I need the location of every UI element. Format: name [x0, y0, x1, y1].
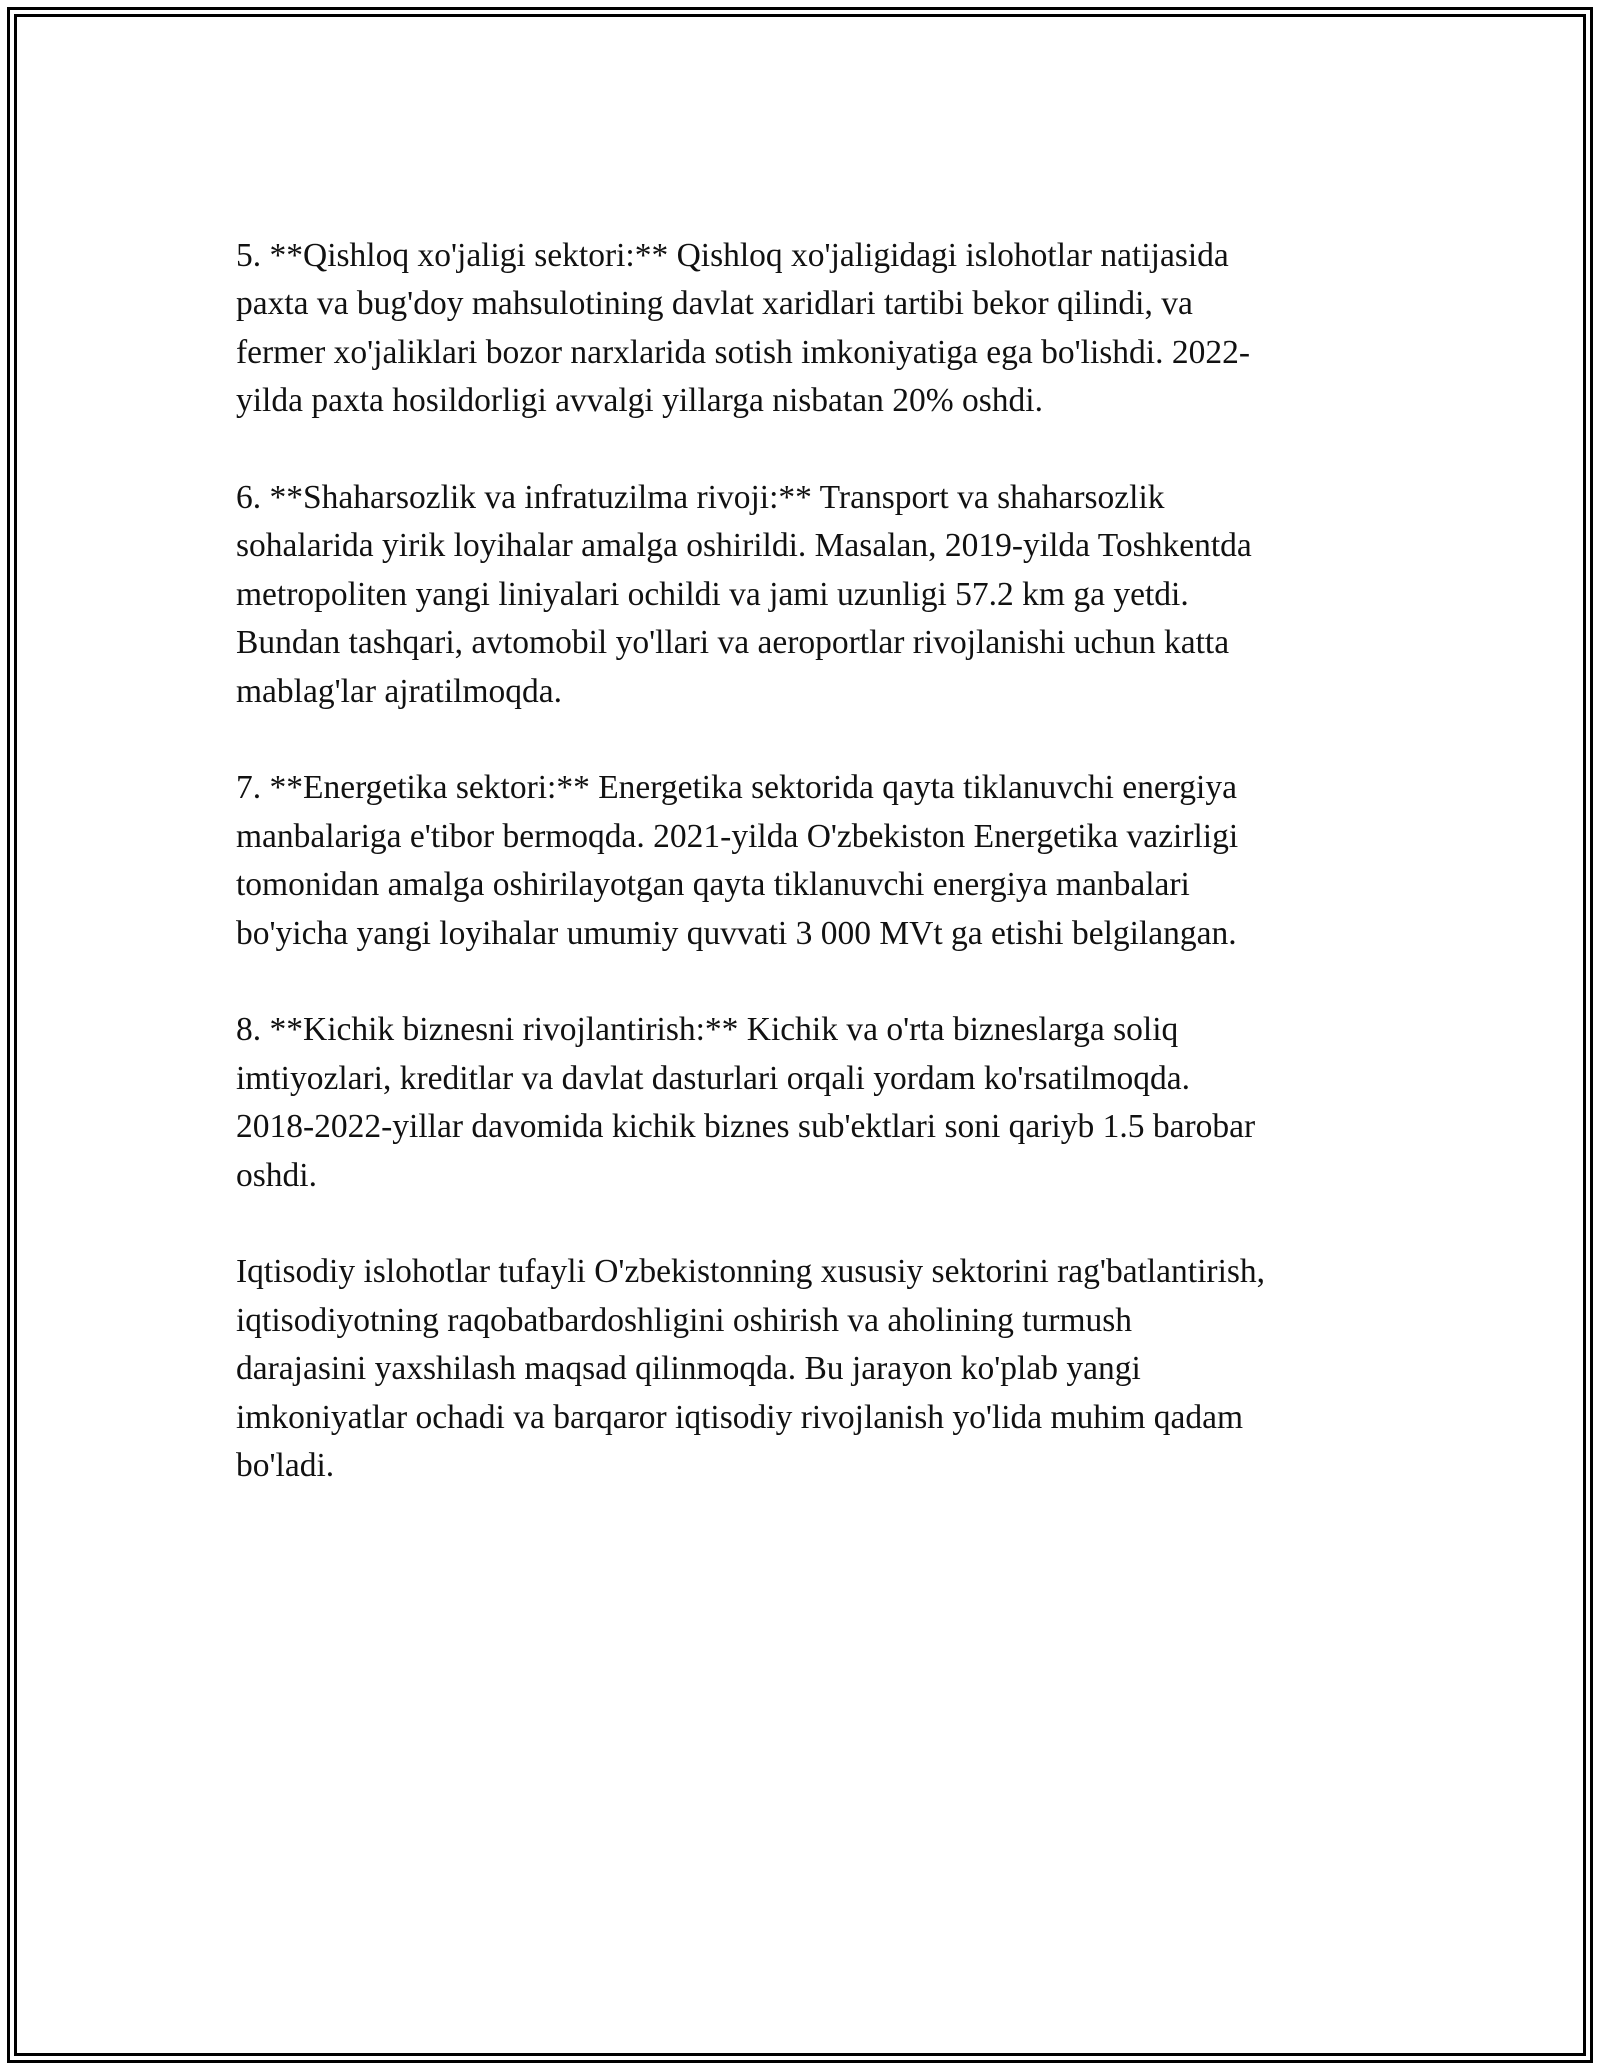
- paragraph-agriculture: 5. **Qishloq xo'jaligi sektori:** Qishloq xo'jaligidagi islohotlar natijasida paxta va bug'doy mahsulotining davlat xaridlari tartibi bekor qilindi, va fermer xo'jaliklari bozor narxlarida sotish imkoniyatiga ega bo'lishdi. 2022- yilda paxta hosildorligi avvalgi yillarga nisbatan 20% oshdi.: [236, 237, 1251, 420]
- document-body: [236, 232, 1366, 1539]
- paragraph-small-business: 8. **Kichik biznesni rivojlantirish:** Kichik va o'rta bizneslarga soliq imtiyozlari, kreditlar va davlat dasturlari orqali yordam ko'rsatilmoqda. 2018-2022-yillar davomida kichik biznes sub'ektlari soni qariyb 1.5 barobar oshdi.: [236, 1011, 1256, 1194]
- paragraph-energy: 7. **Energetika sektori:** Energetika sektorida qayta tiklanuvchi energiya manbalariga e'tibor bermoqda. 2021-yilda O'zbekiston Energetika vazirligi tomonidan amalga oshirilayotgan qayta tiklanuvchi energiya manbalari bo'yicha yangi loyihalar umumiy quvvati 3 000 MVt ga etishi belgilangan.: [236, 769, 1239, 952]
- paragraph-conclusion: Iqtisodiy islohotlar tufayli O'zbekistonning xususiy sektorini rag'batlantirish, iqtisodiyotning raqobatbardoshligini oshirish va aholining turmush darajasini yaxshilash maqsad qilinmoqda. Bu jarayon ko'plab yangi imkoniyatlar ochadi va barqaror iqtisodiy rivojlanish yo'lida muhim qadam bo'ladi.: [236, 1253, 1266, 1485]
- paragraph-urban-infrastructure: 6. **Shaharsozlik va infratuzilma rivoji:** Transport va shaharsozlik sohalarida yirik loyihalar amalga oshirildi. Masalan, 2019-yilda Toshkentda metropoliten yangi liniyalari ochildi va jami uzunligi 57.2 km ga yetdi. Bundan tashqari, avtomobil yo'llari va aeroportlar rivojlanishi uchun katta mablag'lar ajratilmoqda.: [236, 479, 1252, 710]
